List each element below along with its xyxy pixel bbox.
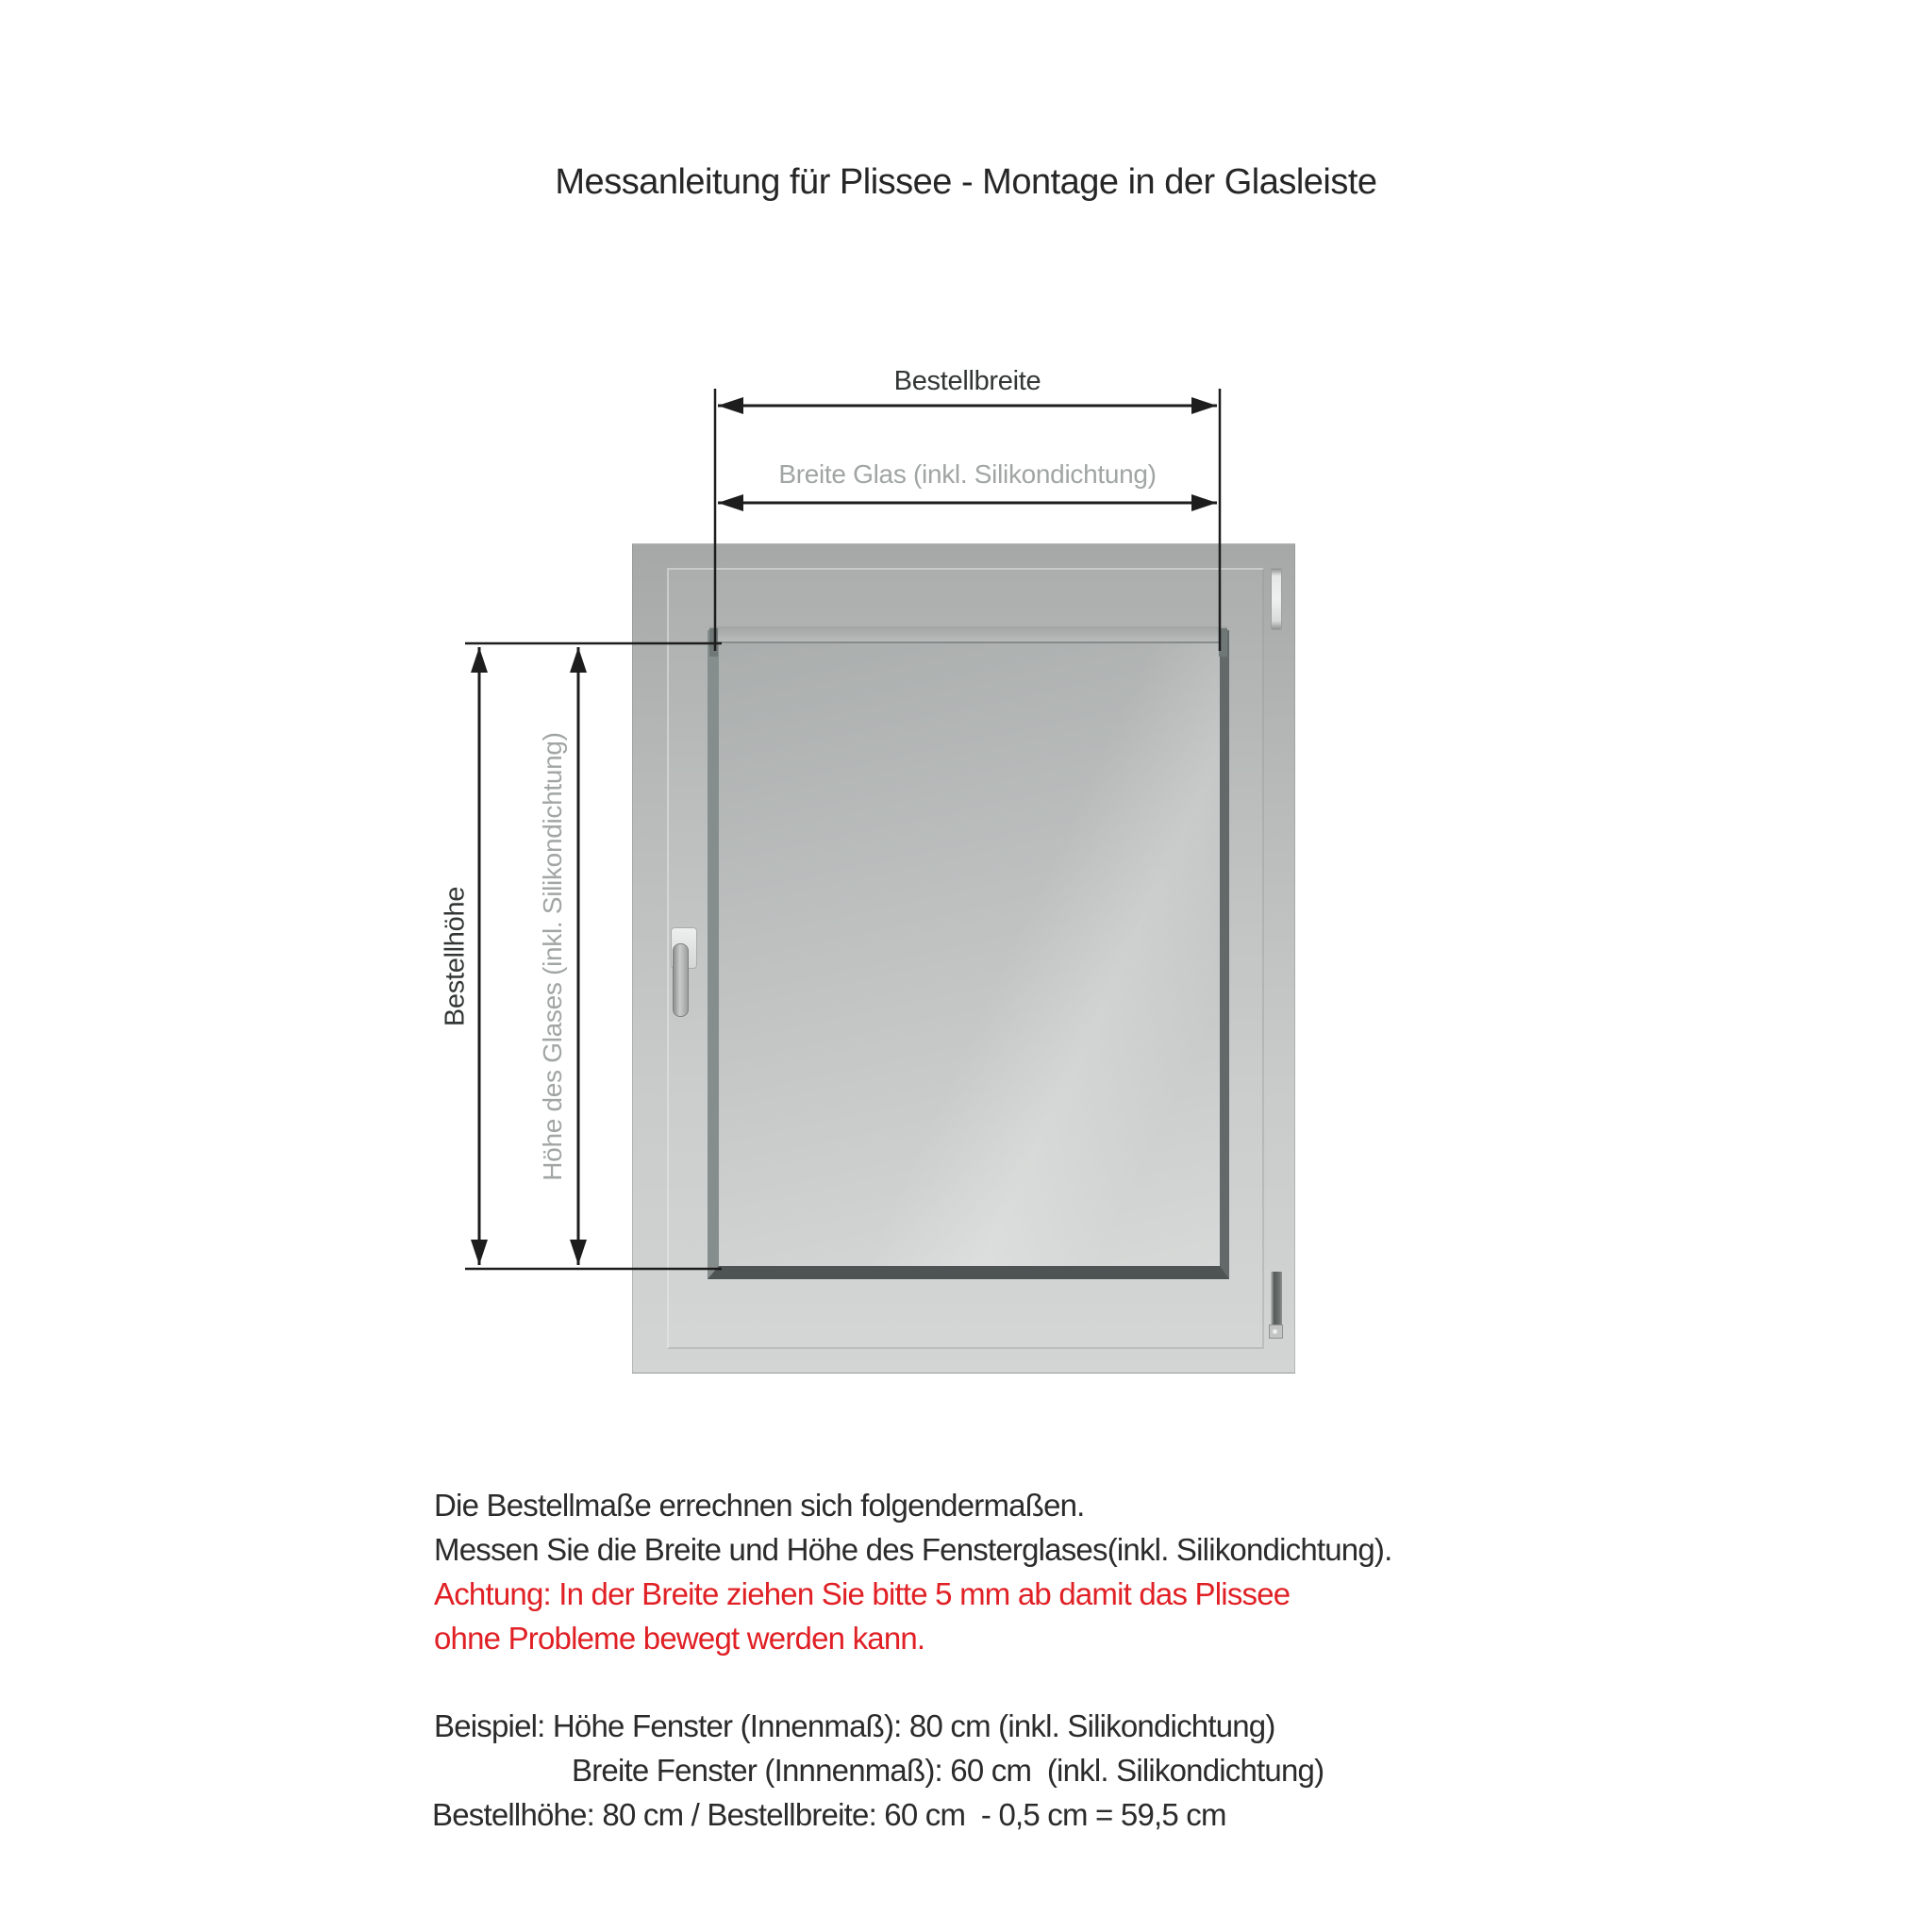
- label-order-height: Bestellhöhe: [440, 886, 471, 1027]
- example-paragraph: [434, 1704, 1324, 1837]
- example-line-1: Beispiel: Höhe Fenster (Innenmaß): 80 cm (inkl. Silikondichtung): [434, 1708, 1275, 1743]
- instruction-line-2: Messen Sie die Breite und Höhe des Fensterglases(inkl. Silikondichtung).: [434, 1532, 1392, 1567]
- page-title: Messanleitung für Plissee - Montage in der Glasleiste: [555, 162, 1377, 202]
- warning-line-2: ohne Probleme bewegt werden kann.: [434, 1621, 925, 1656]
- label-glass-height: Höhe des Glases (inkl. Silikondichtung): [538, 732, 567, 1181]
- label-order-width: Bestellbreite: [893, 366, 1041, 396]
- instruction-line-1: Die Bestellmaße errechnen sich folgendermaßen.: [434, 1488, 1085, 1523]
- label-glass-width: Breite Glas (inkl. Silikondichtung): [778, 459, 1157, 489]
- instructions-paragraph: [434, 1483, 1391, 1660]
- warning-line-1: Achtung: In der Breite ziehen Sie bitte 5 mm ab damit das Plissee: [434, 1576, 1291, 1611]
- example-line-3: Bestellhöhe: 80 cm / Bestellbreite: 60 cm - 0,5 cm = 59,5 cm: [432, 1797, 1226, 1832]
- example-line-2: Breite Fenster (Innnenmaß): 60 cm (inkl. Silikondichtung): [572, 1753, 1324, 1788]
